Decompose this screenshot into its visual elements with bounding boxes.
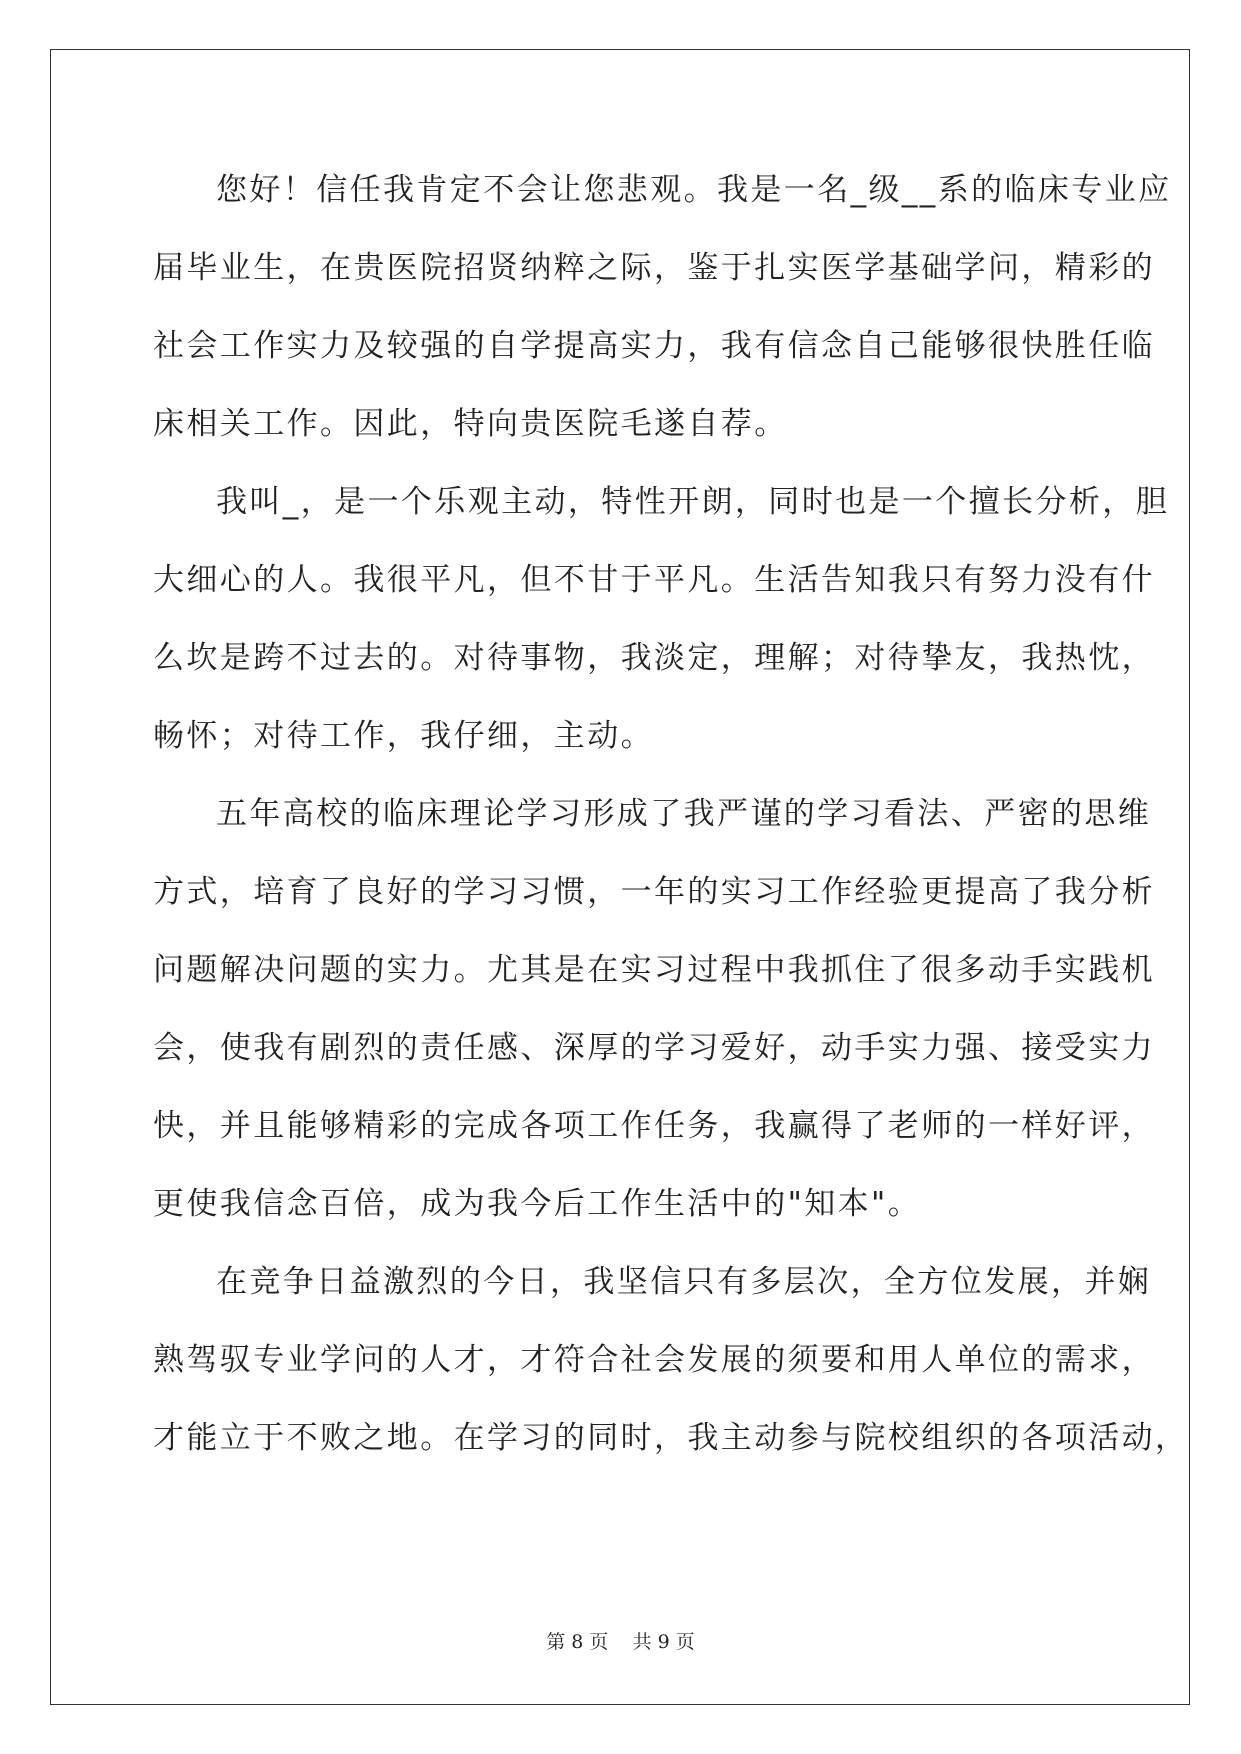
paragraph-1-line-4: 床相关工作。因此，特向贵医院毛遂自荐。 — [153, 406, 788, 442]
paragraph-3-line-2: 方式，培育了良好的学习习惯，一年的实习工作经验更提高了我分析 — [153, 874, 1155, 910]
paragraph-3-line-4: 会，使我有剧烈的责任感、深厚的学习爱好，动手实力强、接受实力 — [153, 1030, 1155, 1066]
paragraph-4-line-1: 在竞争日益激烈的今日，我坚信只有多层次，全方位发展，并娴 — [216, 1264, 1152, 1300]
paragraph-2-line-1: 我叫_，是一个乐观主动，特性开朗，同时也是一个擅长分析，胆 — [216, 484, 1170, 520]
paragraph-1-line-1: 您好！信任我肯定不会让您悲观。我是一名_级__系的临床专业应 — [216, 172, 1172, 208]
page-number: 第 8 页 共 9 页 — [546, 1631, 695, 1653]
paragraph-3-line-5: 快，并且能够精彩的完成各项工作任务，我赢得了老师的一样好评， — [153, 1108, 1155, 1144]
paragraph-3-line-1: 五年高校的临床理论学习形成了我严谨的学习看法、严密的思维 — [216, 796, 1152, 832]
paragraph-3-line-3: 问题解决问题的实力。尤其是在实习过程中我抓住了很多动手实践机 — [153, 952, 1155, 988]
letter-body — [153, 162, 1189, 1488]
paragraph-2-line-2: 大细心的人。我很平凡，但不甘于平凡。生活告知我只有努力没有什 — [153, 562, 1155, 598]
paragraph-1-line-2: 届毕业生，在贵医院招贤纳粹之际，鉴于扎实医学基础学问，精彩的 — [153, 250, 1155, 286]
paragraph-4-line-3: 才能立于不败之地。在学习的同时，我主动参与院校组织的各项活动， — [153, 1420, 1189, 1456]
paragraph-2-line-4: 畅怀；对待工作，我仔细，主动。 — [153, 718, 654, 754]
paragraph-3-line-6: 更使我信念百倍，成为我今后工作生活中的"知本"。 — [153, 1186, 922, 1222]
paragraph-4-line-2: 熟驾驭专业学问的人才，才符合社会发展的须要和用人单位的需求， — [153, 1342, 1155, 1378]
paragraph-2-line-3: 么坎是跨不过去的。对待事物，我淡定，理解；对待挚友，我热忱， — [153, 640, 1155, 676]
paragraph-1-line-3: 社会工作实力及较强的自学提高实力，我有信念自己能够很快胜任临 — [153, 328, 1155, 364]
